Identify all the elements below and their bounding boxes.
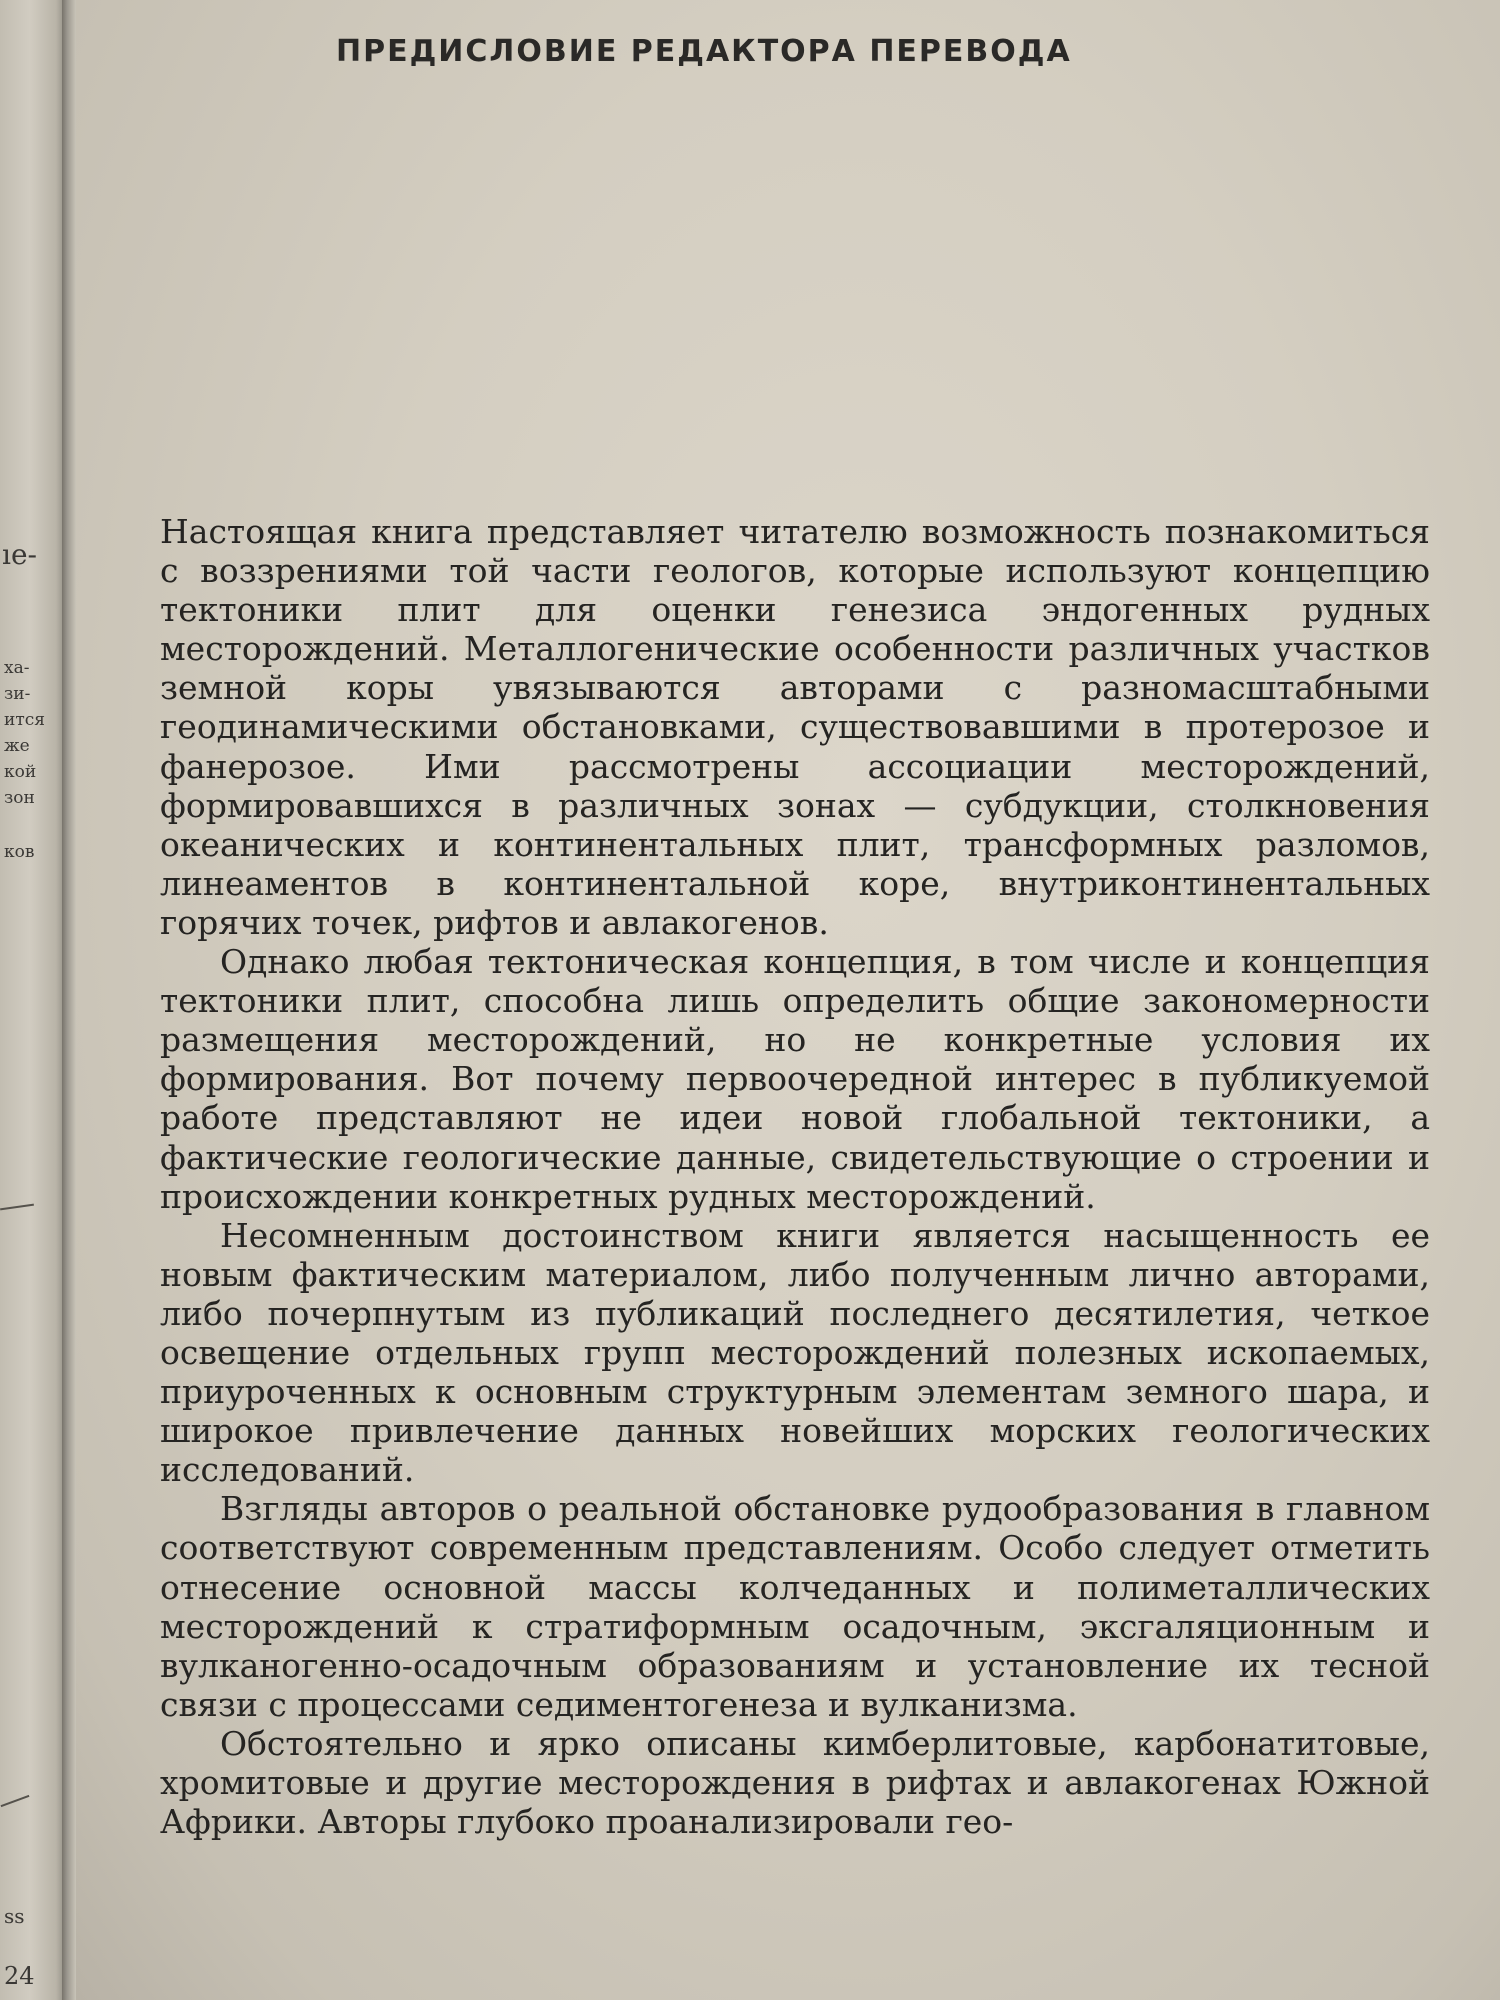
facing-page-fragment: кой	[4, 762, 37, 782]
paragraph: Взгляды авторов о реальной обстановке рудообразования в главном соответствуют современным представлениям. Особо следует отметить отнесение основной массы колчеданных и полиметаллических месторождений к стратиформным осадочным, эксгаляционным и вулканогенно-осадочным образованиям и установление их тесной связи с процессами седиментогенеза и вулканизма.	[160, 1489, 1430, 1724]
facing-page-fragment: 24	[4, 1962, 35, 1990]
page-title: ПРЕДИСЛОВИЕ РЕДАКТОРА ПЕРЕВОДА	[336, 34, 1072, 69]
facing-page-fragment: ится	[4, 710, 45, 730]
paragraph: Обстоятельно и ярко описаны кимберлитовые, карбонатитовые, хромитовые и другие месторождения в рифтах и авлакогенах Южной Африки. Авторы глубоко проанализировали гео-	[160, 1723, 1430, 1842]
facing-page-fragment: же	[4, 736, 30, 756]
facing-page-fragment: ков	[4, 842, 35, 862]
paragraph: Несомненным достоинством книги является насыщенность ее новым фактическим материалом, либо полученным лично авторами, либо почерпнутым из публикаций последнего десятилетия, четкое освещение отдельных групп месторождений полезных ископаемых, приуроченных к основным структурным элементам земного шара, и широкое привлечение данных новейших морских геологических исследований.	[160, 1215, 1430, 1490]
facing-page-fragment: зи-	[4, 684, 31, 704]
page-body	[160, 512, 1430, 1841]
book-gutter	[62, 0, 76, 2000]
facing-page-fragment: ха-	[4, 658, 30, 678]
facing-page-fragment: зон	[4, 788, 35, 808]
facing-page-rule	[0, 1204, 34, 1211]
paragraph: Однако любая тектоническая концепция, в том числе и концепция тектоники плит, способна лишь определить общие закономерности размещения месторождений, но не конкретные условия их формирования. Вот почему первоочередной интерес в публикуемой работе представляют не идеи новой глобальной тектоники, а фактические геологические данные, свидетельствующие о строении и происхождении конкретных рудных месторождений.	[160, 942, 1430, 1216]
book-page	[76, 0, 1500, 2000]
facing-page-edge	[0, 0, 66, 2000]
paragraph: Настоящая книга представляет читателю возможность познакомиться с воззрениями той части геологов, которые используют концепцию тектоники плит для оценки генезиса эндогенных рудных месторождений. Металлогенические особенности различных участков земной коры увязываются авторами с разномасштабными геодинамическими обстановками, существовавшими в протерозое и фанерозое. Ими рассмотрены ассоциации месторождений, формировавшихся в различных зонах — субдукции, столкновения океанических и континентальных плит, трансформных разломов, линеаментов в континентальной коре, внутриконтинентальных горячих точек, рифтов и авлакогенов.	[160, 512, 1430, 942]
facing-page-fragment: ıе-	[2, 538, 37, 571]
facing-page-fragment: ss	[4, 1904, 25, 1928]
facing-page-rule	[1, 1795, 30, 1807]
